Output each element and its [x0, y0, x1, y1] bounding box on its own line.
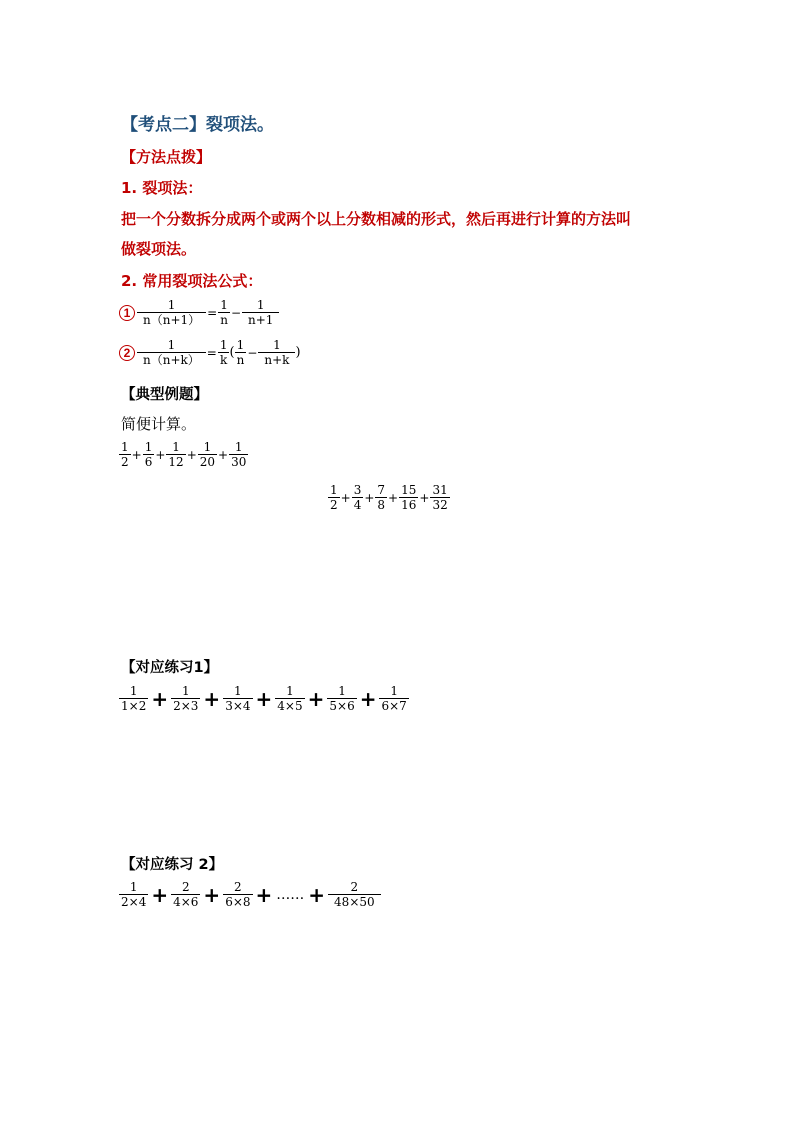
denominator: n+1 [242, 312, 279, 327]
numerator: 1 [234, 440, 243, 454]
denominator: 6 [144, 455, 153, 469]
open-paren: ( [229, 345, 235, 360]
fraction-term [143, 440, 155, 469]
example-header: 【典型例题】 [121, 387, 208, 403]
circled-number-1: 1 [119, 305, 135, 321]
denominator: 2 [121, 455, 129, 469]
plus-sign: + [218, 447, 229, 462]
numerator: 1 [286, 684, 294, 698]
numerator: 1 [236, 338, 245, 352]
practice-1-header: 【对应练习1】 [121, 660, 219, 676]
formula-2-coefficient [218, 338, 230, 367]
fraction-term [229, 440, 248, 469]
numerator: 2 [350, 880, 359, 894]
numerator: 31 [432, 483, 448, 497]
minus-sign: − [230, 305, 242, 320]
denominator: 2×3 [173, 699, 199, 713]
fraction-term [119, 880, 148, 909]
numerator: 15 [401, 483, 417, 497]
plus-sign: + [151, 882, 169, 907]
item1-text-line2: 做裂项法。 [121, 240, 197, 258]
fraction-term [223, 684, 252, 713]
denominator: 5×6 [329, 699, 355, 713]
plus-sign: + [186, 447, 197, 462]
fraction-term-last [328, 880, 381, 909]
denominator: 2×4 [121, 895, 147, 909]
numerator: 1 [234, 684, 242, 698]
fraction-term [198, 440, 217, 469]
minus-sign: − [247, 345, 258, 360]
plus-sign: + [151, 686, 169, 711]
item2-title: 2. 常用裂项法公式： [121, 272, 263, 290]
numerator: 1 [273, 338, 281, 352]
numerator: 3 [353, 483, 362, 497]
numerator: 7 [377, 483, 386, 497]
formula-1-term-1 [218, 298, 230, 327]
denominator: 32 [432, 498, 448, 512]
numerator: 1 [121, 440, 129, 454]
formula-2-lhs [137, 338, 206, 367]
denominator: n（n+k） [137, 352, 206, 367]
plus-sign: + [308, 882, 326, 907]
denominator: n+k [258, 352, 295, 367]
fraction-term [223, 880, 252, 909]
formula-2-term-2 [258, 338, 295, 367]
ellipsis: …… [276, 886, 305, 903]
fraction-term [166, 440, 185, 469]
formula-1-lhs-denominator: n（n+1） [137, 312, 206, 327]
plus-sign: + [255, 882, 273, 907]
denominator: n [220, 313, 228, 327]
numerator: 1 [129, 684, 138, 698]
numerator: 1 [219, 338, 228, 352]
plus-sign: + [419, 490, 430, 505]
plus-sign: + [364, 490, 375, 505]
fraction-term [399, 483, 418, 512]
denominator: 4×5 [277, 699, 303, 713]
numerator: 1 [172, 440, 180, 454]
fraction-term [430, 483, 449, 512]
fraction-term [352, 483, 364, 512]
fraction-term [327, 684, 356, 713]
numerator: 1 [330, 483, 338, 497]
equals-sign: = [207, 305, 218, 320]
example-expression-1 [119, 440, 248, 469]
practice-2-header: 【对应练习 2】 [121, 857, 224, 873]
formula-1-lhs-numerator: 1 [167, 298, 176, 312]
denominator: 4×6 [173, 895, 199, 909]
denominator: 16 [401, 498, 417, 512]
plus-sign: + [388, 490, 399, 505]
method-header: 【方法点拨】 [121, 148, 212, 166]
section-title: 【考点二】裂项法。 [121, 115, 274, 135]
formula-1-lhs [137, 298, 206, 327]
plus-sign: + [203, 882, 221, 907]
fraction-term [119, 440, 131, 469]
fraction-term [379, 684, 408, 713]
denominator: 12 [168, 455, 184, 469]
plus-sign: + [255, 686, 273, 711]
practice-2-expression [119, 880, 381, 909]
formula-2 [119, 338, 301, 367]
denominator: 6×8 [225, 895, 251, 909]
denominator: k [220, 353, 228, 367]
fraction-term [171, 684, 200, 713]
denominator: n [236, 353, 245, 367]
plus-sign: + [131, 447, 142, 462]
numerator: 1 [129, 880, 138, 894]
numerator: 2 [181, 880, 190, 894]
plus-sign: + [203, 686, 221, 711]
practice-1-expression [119, 684, 409, 713]
close-paren: ) [295, 345, 301, 360]
plus-sign: + [155, 447, 166, 462]
example-instruction: 简便计算。 [121, 415, 197, 433]
plus-sign: + [359, 686, 377, 711]
numerator: 1 [181, 684, 190, 698]
plus-sign: + [340, 490, 351, 505]
denominator: 2 [330, 498, 338, 512]
denominator: 4 [353, 498, 362, 512]
formula-1 [119, 298, 279, 327]
numerator: 1 [167, 338, 176, 352]
item1-text-line1: 把一个分数拆分成两个或两个以上分数相减的形式，然后再进行计算的方法叫 [121, 210, 632, 228]
denominator: 30 [231, 455, 247, 469]
fraction-term [119, 684, 148, 713]
circled-number-2: 2 [119, 345, 135, 361]
numerator: 1 [390, 684, 398, 698]
numerator: 1 [338, 684, 346, 698]
denominator: 20 [199, 455, 216, 469]
example-expression-2 [328, 483, 450, 512]
equals-sign: = [206, 345, 217, 360]
fraction-term [375, 483, 387, 512]
fraction-term [328, 483, 340, 512]
plus-sign: + [307, 686, 325, 711]
denominator: 1×2 [121, 699, 147, 713]
numerator: 2 [234, 880, 242, 894]
denominator: 48×50 [328, 894, 381, 909]
formula-1-term-2 [242, 298, 279, 327]
numerator: 1 [144, 440, 153, 454]
denominator: 3×4 [225, 699, 251, 713]
formula-2-term-1 [235, 338, 247, 367]
denominator: 6×7 [381, 699, 407, 713]
denominator: 8 [377, 498, 386, 512]
numerator: 1 [220, 298, 228, 312]
fraction-term [171, 880, 200, 909]
numerator: 1 [203, 440, 212, 454]
item1-title: 1. 裂项法： [121, 179, 203, 197]
numerator: 1 [256, 298, 265, 312]
fraction-term [275, 684, 304, 713]
